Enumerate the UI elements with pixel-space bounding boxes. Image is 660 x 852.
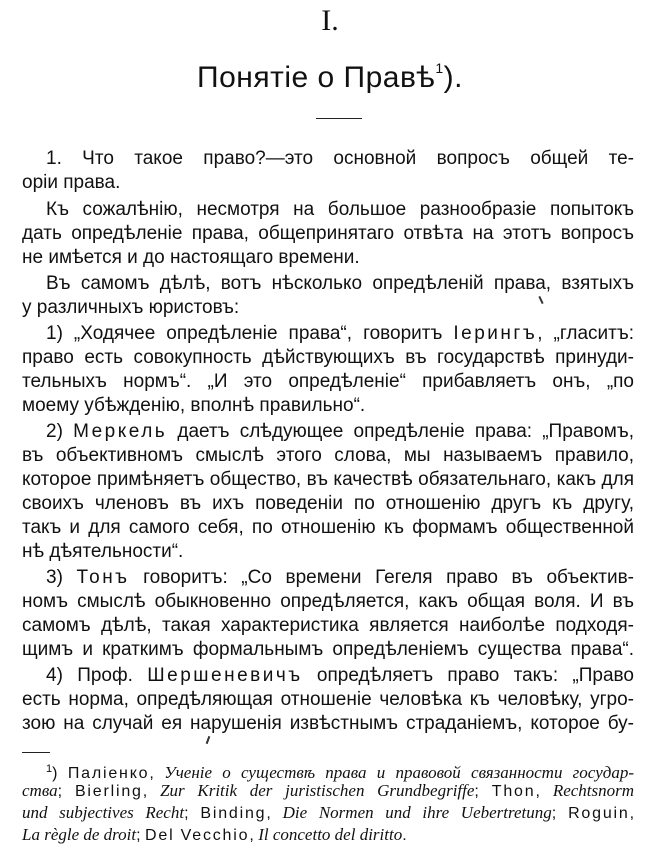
footnote-line: $^1$) Паліенко, Ученіе о существѣ права и правовой связанности государ- [46,763,634,782]
text-line: оріи права. [22,172,121,193]
text-line: 3) Тонъ говоритъ: „Со времени Гегеля право въ объектив- [46,567,634,588]
text-line: 4) Проф. Шершеневичъ опредѣляетъ право такъ: „Право [46,665,635,686]
footnote-mark: 1 [46,763,53,775]
text-line: номъ смыслѣ обыкновенно опредѣляется, какъ общая воля. И въ [22,591,634,612]
title-footnote-mark[interactable]: 1 [435,60,444,76]
text-line: зою на случай ея нарушенія извѣстнымъ страданіемъ, которое бу- [22,713,634,734]
footnote-author: Roguin [568,805,630,822]
text-line: 2) Меркель даетъ слѣдующее опредѣленіе права: „Правомъ, [46,421,634,442]
chapter-title [0,60,660,95]
footnote-author: Binding [200,805,267,822]
footnote-line: und subjectives Recht; Binding, Die Normen und ihre Uebertretung; Roguin, [22,803,635,822]
text-line: не имѣется и до настоящаго времени. [22,247,360,268]
footnote-author: Del Vecchio [145,827,250,844]
jurist-name: Тонъ [76,567,130,588]
text-line: Въ самомъ дѣлѣ, вотъ нѣсколько опредѣленій права, взятыхъ [46,273,634,294]
text-line: въ объективномъ смыслѣ этого слова, мы называемъ правило, [22,445,634,466]
text-line: моему убѣжденію, вполнѣ правильно“. [22,395,366,416]
text-line: 1) „Ходячее опредѣленіе права“, говоритъ Іерингъ, „гласитъ: [46,323,634,344]
text-line: тельныхъ нормъ“. „И это опредѣленіе“ прибавляетъ онъ, „по [22,371,634,392]
ink-speck [538,296,543,304]
footnote-work: Rechtsnorm [552,781,635,800]
title-rule [316,118,362,119]
footnote-work: Die Normen und ihre Uebertretung [282,803,552,822]
chapter-title-text: Понятіе о Правѣ [197,61,436,94]
text-line: право есть совокупность дѣйствующихъ въ государствѣ принуди- [22,347,634,368]
text-line: самомъ дѣлѣ, такая характеристика является наиболѣе подходя- [22,615,634,636]
title-closing: ). [443,61,463,94]
text-line: нѣ дѣятельности“. [22,541,184,562]
text-line: щимъ и краткимъ формальнымъ опредѣленіемъ существа права“. [22,639,634,660]
footnote-author: Thon [491,783,536,800]
text-line: дать опредѣленіе права, общепринятаго отвѣта на этотъ вопросъ [22,223,634,244]
footnote-work: Ученіе о существѣ права и правовой связанности государ- [164,763,634,782]
text-line: 1. Что такое право?—это основной вопросъ общей те- [46,148,634,169]
footnote-author: Паліенко [67,765,150,782]
footnote-work: Il concetto del diritto [258,825,403,844]
footnote-line: La règle de droit; Del Vecchio, Il concetto del diritto. [22,825,407,844]
text-line: своихъ членовъ въ ихъ поведеніи по отношенію другъ къ другу, [22,493,634,514]
footnote-work: Zur Kritik der juristischen Grundbegriffe [160,781,475,800]
chapter-number: I. [321,4,339,37]
jurist-name: Іерингъ [453,323,538,344]
text-line: которое примѣняетъ общество, въ качествѣ обязательнаго, какъ для [22,469,634,490]
footnote-separator [22,752,50,753]
ink-speck [206,736,211,744]
text-line: есть норма, опредѣляющая отношеніе человѣка къ человѣку, угро- [22,689,634,710]
text-line: такъ и для самого себя, по отношенію къ формамъ общественной [22,517,634,538]
footnote-author: Bierling [74,783,143,800]
footnote-line: ства; Bierling, Zur Kritik der juristischen Grundbegriffe; Thon, Rechtsnorm [22,781,635,800]
jurist-name: Шершеневичъ [147,665,303,686]
text-line: у различныхъ юристовъ: [22,297,240,318]
text-line: Къ сожалѣнію, несмотря на большое разнообразіе попытокъ [46,199,634,220]
jurist-name: Меркель [73,421,168,442]
